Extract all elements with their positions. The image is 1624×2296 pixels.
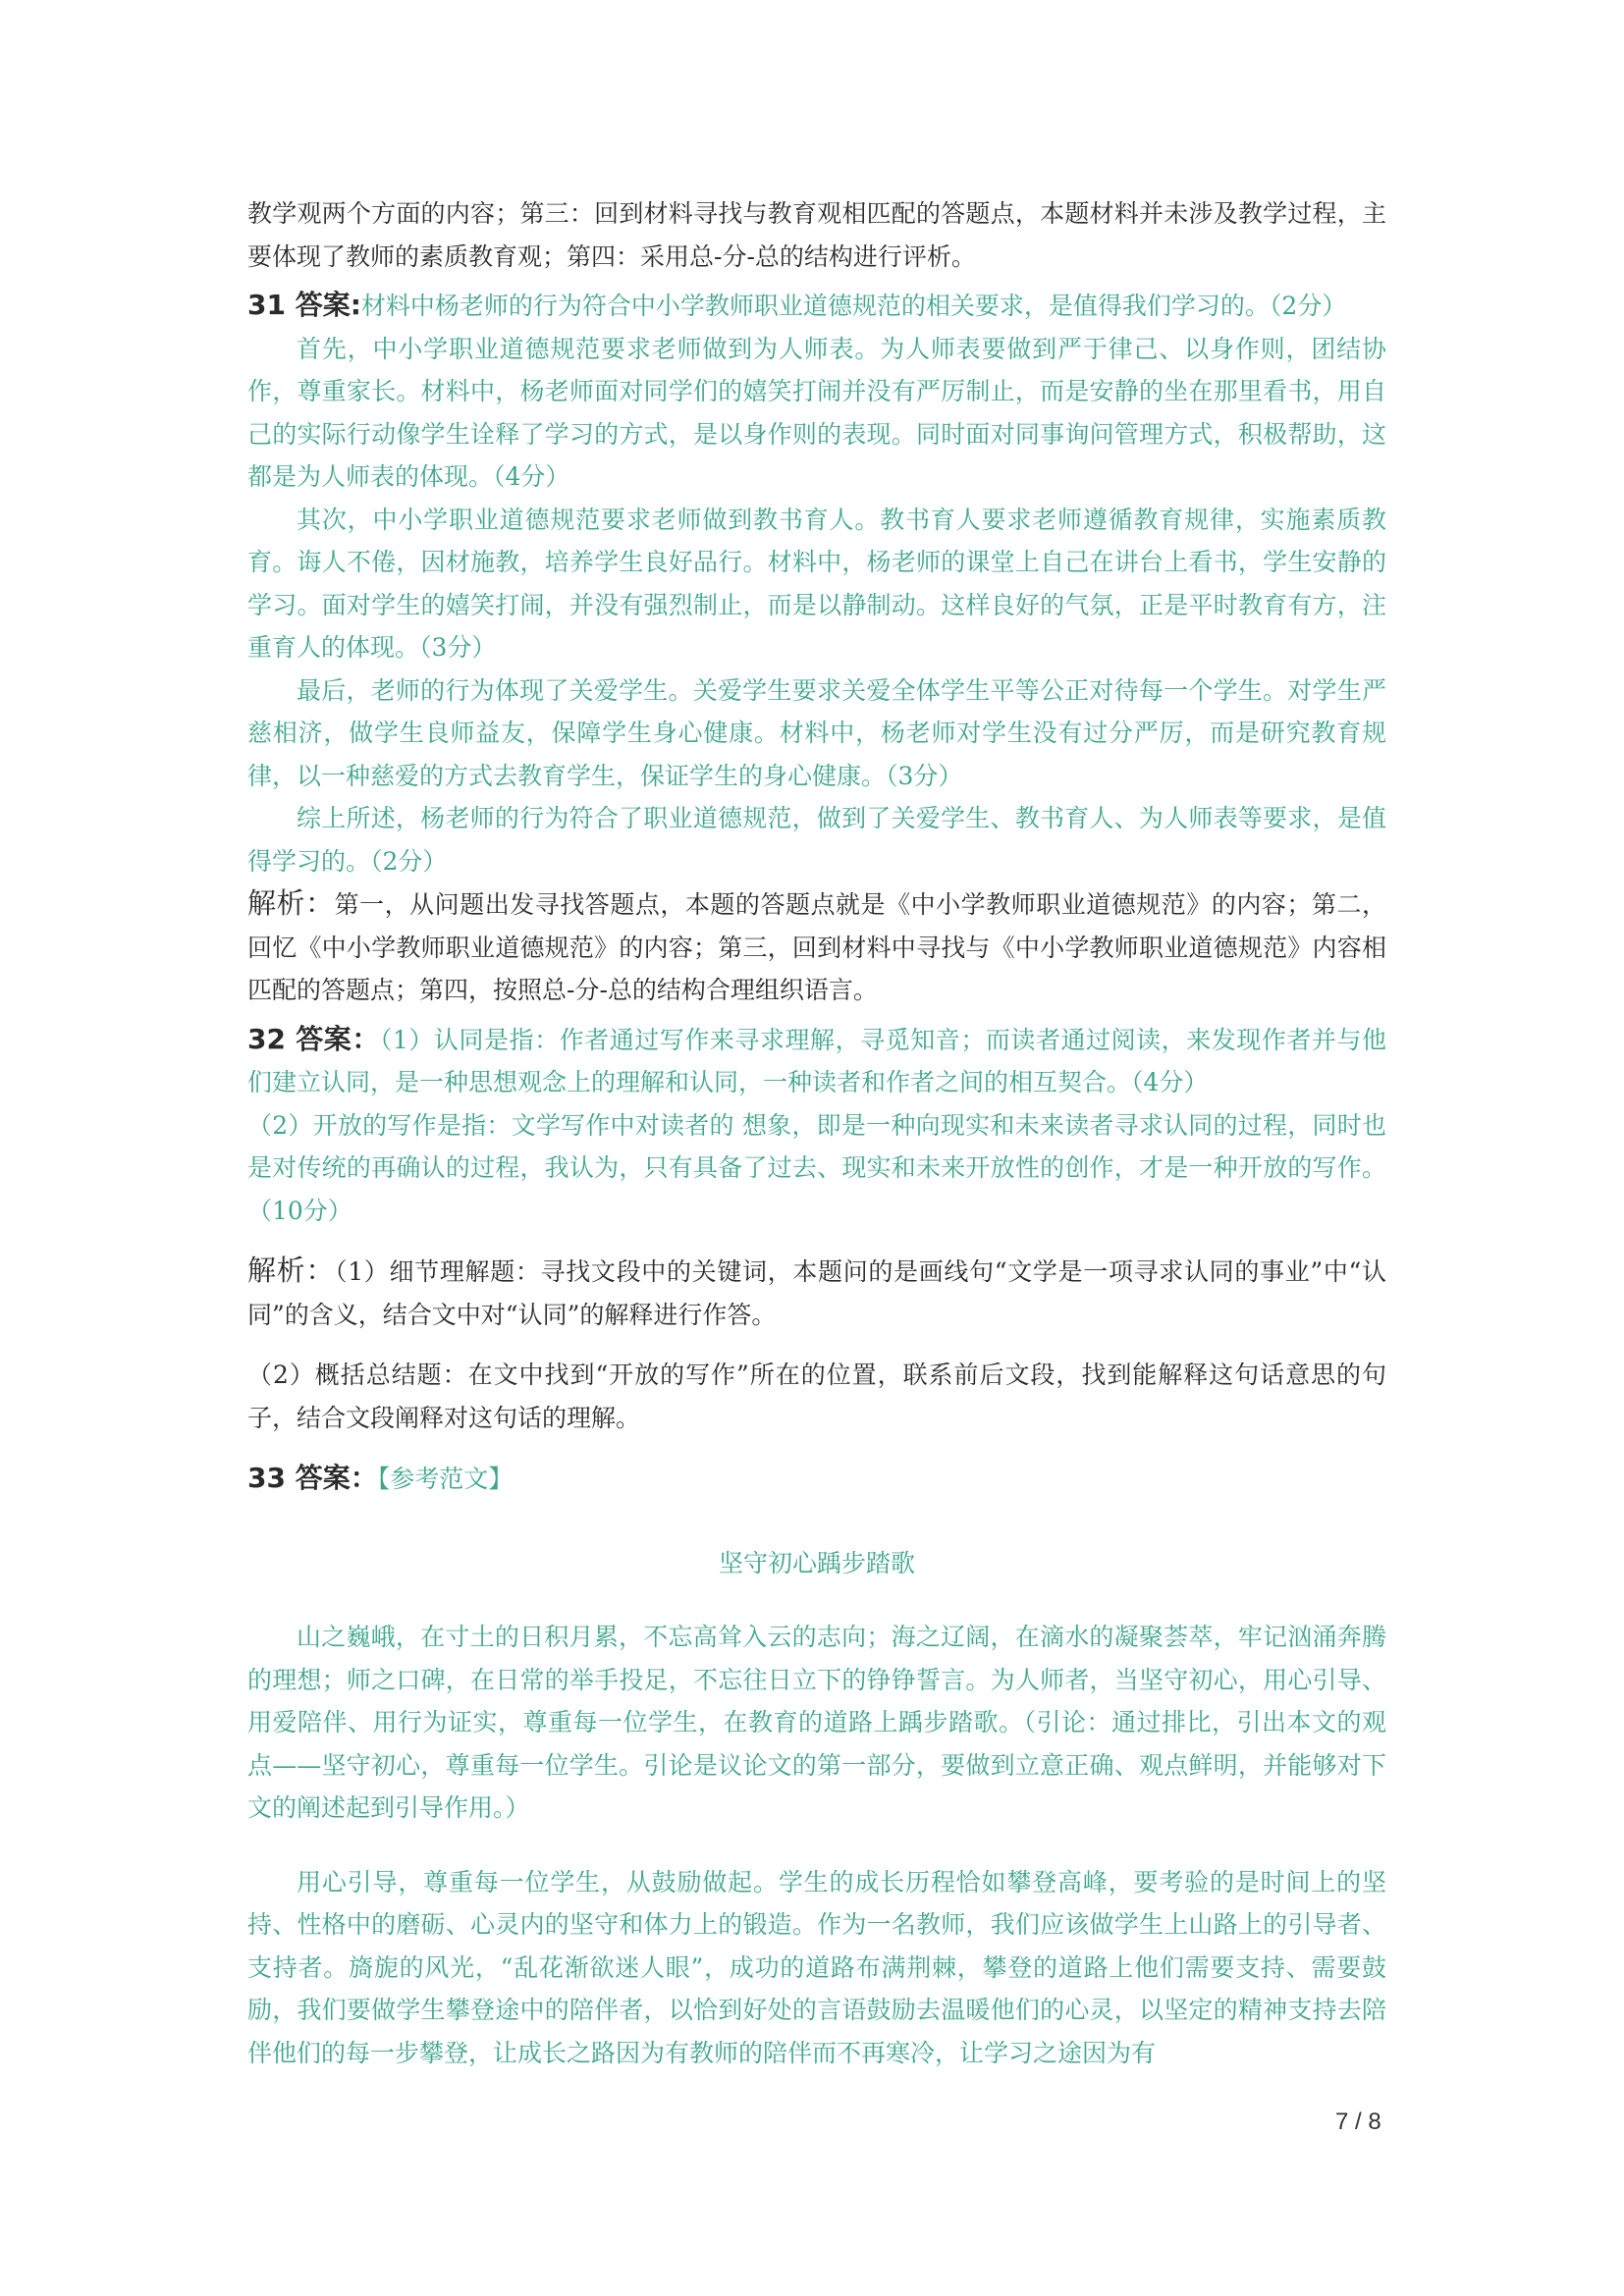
q32-answer-1: [247, 1018, 1386, 1104]
q31-label: 31 答案:: [247, 289, 361, 321]
q31-paragraph-3: 最后，老师的行为体现了关爱学生。关爱学生要求关爱全体学生平等公正对待每一个学生。对学生严慈相济，做学生良师益友，保障学生身心健康。材料中，杨老师对学生没有过分严厉，而是研究教育规律，以一种慈爱的方式去教育学生，保证学生的身心健康。（3分）: [247, 675, 1386, 790]
q33-answer-head: [247, 1457, 1386, 1501]
q32-analysis-1: [247, 1250, 1386, 1336]
essay-paragraph-1: 山之巍峨，在寸土的日积月累，不忘高耸入云的志向；海之辽阔，在滴水的凝聚荟萃，牢记汹涌奔腾的理想；师之口碑，在日常的举手投足，不忘往日立下的铮铮誓言。为人师者，当坚守初心，用心引导、用爱陪伴、用行为证实，尊重每一位学生，在教育的道路上踽步踏歌。（引论：通过排比，引出本文的观点——坚守初心，尊重每一位学生。引论是议论文的第一部分，要做到立意正确、观点鲜明，并能够对下文的阐述起到引导作用。）: [247, 1623, 1386, 1822]
q31-answer-lead: [247, 284, 1386, 328]
q33-label: 33 答案：: [247, 1462, 378, 1494]
essay-paragraph-2: 用心引导，尊重每一位学生，从鼓励做起。学生的成长历程恰如攀登高峰，要考验的是时间上的坚持、性格中的磨砺、心灵内的坚守和体力上的锻造。作为一名教师，我们应该做学生上山路上的引导者、支持者。旖旎的风光，“乱花渐欲迷人眼”，成功的道路布满荆棘，攀登的道路上他们需要支持、需要鼓励，我们要做学生攀登途中的陪伴者，以恰到好处的言语鼓励去温暖他们的心灵，以坚定的精神支持去陪伴他们的每一步攀登，让成长之路因为有教师的陪伴而不再寒冷，让学习之途因为有: [247, 1867, 1386, 2067]
q32-analysis-2: （2）概括总结题：在文中找到“开放的写作”所在的位置，联系前后文段，找到能解释这句话意思的句子，结合文段阐释对这句话的理解。: [247, 1361, 1386, 1432]
q31-paragraph-1: 首先，中小学职业道德规范要求老师做到为人师表。为人师表要做到严于律己、以身作则，团结协作，尊重家长。材料中，杨老师面对同学们的嬉笑打闹并没有严厉制止，而是安静的坐在那里看书，用自己的实际行动像学生诠释了学习的方式，是以身作则的表现。同时面对同事询问管理方式，积极帮助，这都是为人师表的体现。（4分）: [247, 334, 1386, 491]
q31-analysis-text: 第一，从问题出发寻找答题点，本题的答题点就是《中小学教师职业道德规范》的内容；第二，回忆《中小学教师职业道德规范》的内容；第三，回到材料中寻找与《中小学教师职业道德规范》内容相匹配的答题点；第四，按照总-分-总的结构合理组织语言。: [247, 890, 1386, 1004]
q31-analysis: [247, 882, 1386, 1012]
q32-analysis-label: 解析：: [247, 1254, 336, 1287]
page-number: 7 / 8: [1335, 2109, 1381, 2135]
q32-analysis-1-text: （1）细节理解题：寻找文段中的关键词，本题问的是画线句“文学是一项寻求认同的事业”中“认同”的含义，结合文中对“认同”的解释进行作答。: [247, 1257, 1386, 1329]
q32-answer-1-text: （1）认同是指：作者通过写作来寻求理解，寻觅知音；而读者通过阅读，来发现作者并与他们建立认同，是一种思想观念上的理解和认同，一种读者和作者之间的相互契合。（4分）: [247, 1025, 1386, 1096]
q31-paragraph-2: 其次，中小学职业道德规范要求老师做到教书育人。教书育人要求老师遵循教育规律，实施素质教育。诲人不倦，因材施教，培养学生良好品行。材料中，杨老师的课堂上自己在讲台上看书，学生安静的学习。面对学生的嬉笑打闹，并没有强烈制止，而是以静制动。这样良好的气氛，正是平时教育有方，注重育人的体现。（3分）: [247, 505, 1386, 662]
q33-reference-tag: 【参考范文】: [377, 1465, 514, 1493]
intro-paragraph: 教学观两个方面的内容；第三：回到材料寻找与教育观相匹配的答题点，本题材料并未涉及教学过程，主要体现了教师的素质教育观；第四：采用总-分-总的结构进行评析。: [247, 199, 1386, 271]
essay-title: 坚守初心踽步踏歌: [718, 1548, 915, 1577]
q31-paragraph-4: 综上所述，杨老师的行为符合了职业道德规范，做到了关爱学生、教书育人、为人师表等要求，是值得学习的。（2分）: [247, 804, 1386, 876]
page-content: [247, 192, 1386, 2074]
q31-analysis-label: 解析：: [247, 886, 335, 920]
q32-label: 32 答案：: [247, 1022, 380, 1055]
q32-answer-2: （2）开放的写作是指：文学写作中对读者的 想象，即是一种向现实和未来读者寻求认同的过程，同时也是对传统的再确认的过程，我认为，只有具备了过去、现实和未来开放性的创作，才是一种开放的写作。（10分）: [247, 1110, 1386, 1225]
q31-lead-text: 材料中杨老师的行为符合中小学教师职业道德规范的相关要求，是值得我们学习的。（2分）: [360, 292, 1347, 320]
